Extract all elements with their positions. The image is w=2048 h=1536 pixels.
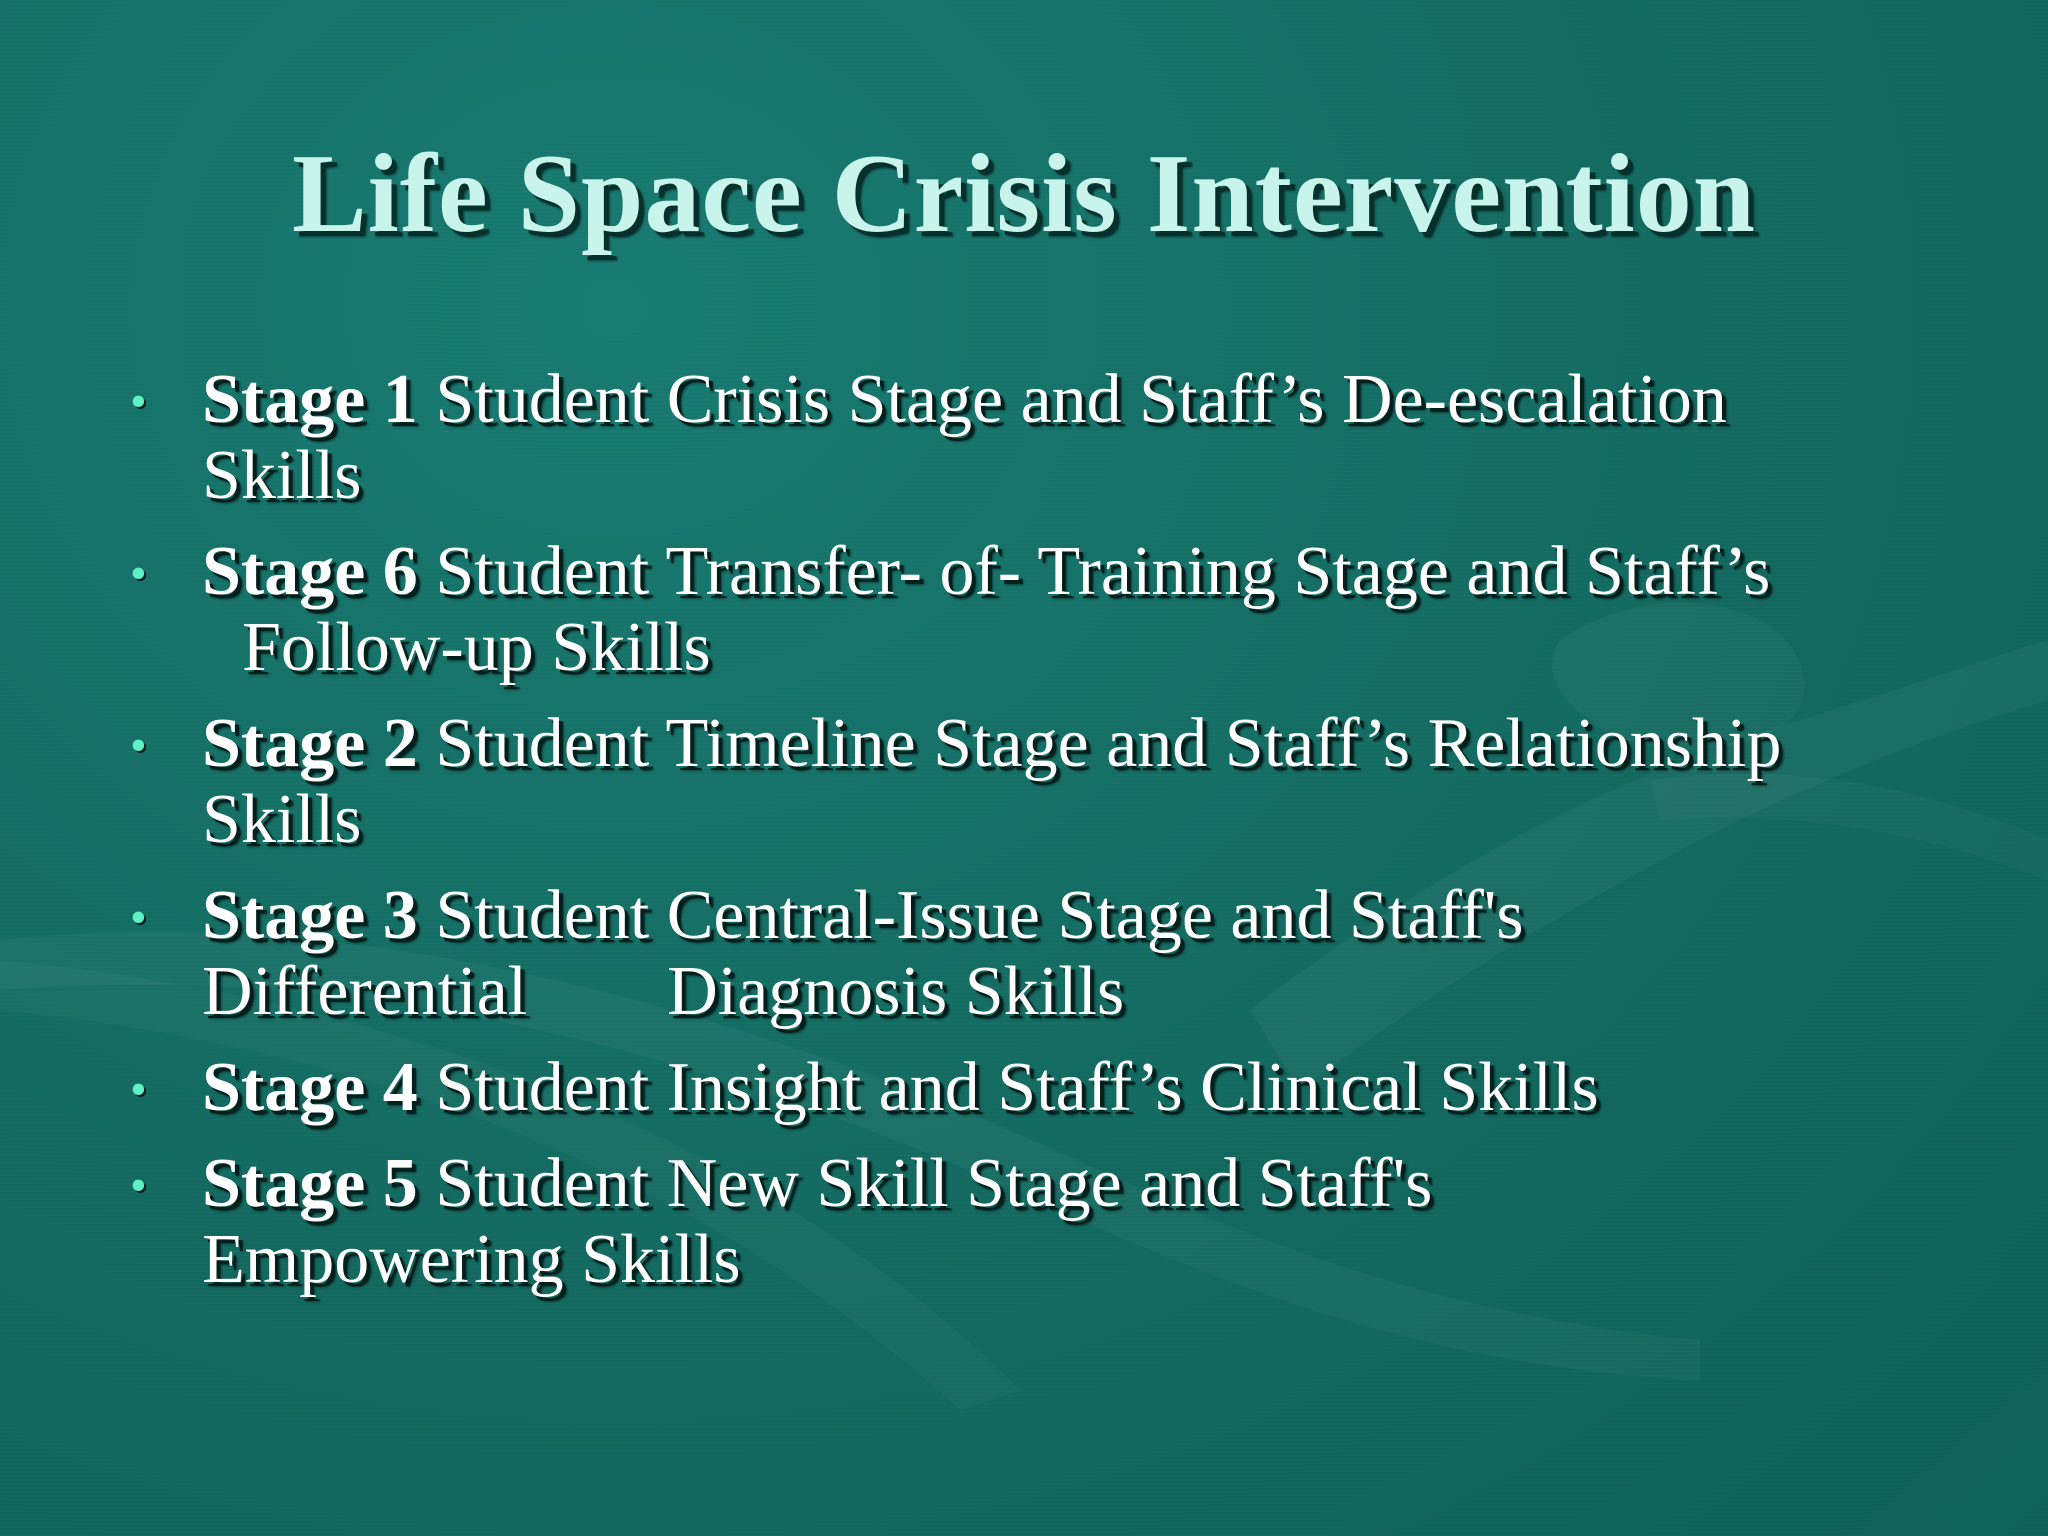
list-item — [118, 362, 1958, 514]
stage-description: Student Timeline Stage and Staff’s Relationship — [417, 705, 1782, 782]
list-item — [118, 878, 1958, 1030]
stage-description-continued: Empowering Skills — [202, 1221, 741, 1298]
list-item — [118, 1050, 1958, 1126]
bullet-dot-icon: • — [130, 1159, 147, 1212]
bullet-dot-icon: • — [130, 891, 147, 944]
list-item — [118, 1146, 1958, 1298]
stage-label: Stage 2 — [202, 705, 418, 782]
stage-description: Student Transfer- of- Training Stage and Staff’s — [417, 533, 1771, 610]
bullet-dot-icon: • — [130, 1063, 147, 1116]
stage-description-continued: Skills — [202, 437, 362, 514]
slide-title: Life Space Crisis Intervention — [291, 132, 1757, 256]
bullet-list — [118, 362, 1958, 1318]
stage-label: Stage 4 — [202, 1049, 418, 1126]
bullet-dot-icon: • — [130, 719, 147, 772]
stage-description-continued: Skills — [202, 781, 362, 858]
list-item — [118, 534, 1958, 686]
stage-description: Student Insight and Staff’s Clinical Skills — [417, 1049, 1599, 1126]
stage-label: Stage 1 — [202, 361, 418, 438]
stage-label: Stage 3 — [202, 877, 418, 954]
stage-description-continued: Follow-up Skills — [242, 609, 711, 686]
stage-description-continued: Differential Diagnosis Skills — [202, 953, 1125, 1030]
stage-description: Student Crisis Stage and Staff’s De-escalation — [417, 361, 1727, 438]
list-item — [118, 706, 1958, 858]
bullet-dot-icon: • — [130, 375, 147, 428]
stage-label: Stage 5 — [202, 1145, 418, 1222]
stage-description: Student Central-Issue Stage and Staff's — [417, 877, 1524, 954]
bullet-dot-icon: • — [130, 547, 147, 600]
stage-description: Student New Skill Stage and Staff's — [417, 1145, 1433, 1222]
stage-label: Stage 6 — [202, 533, 418, 610]
